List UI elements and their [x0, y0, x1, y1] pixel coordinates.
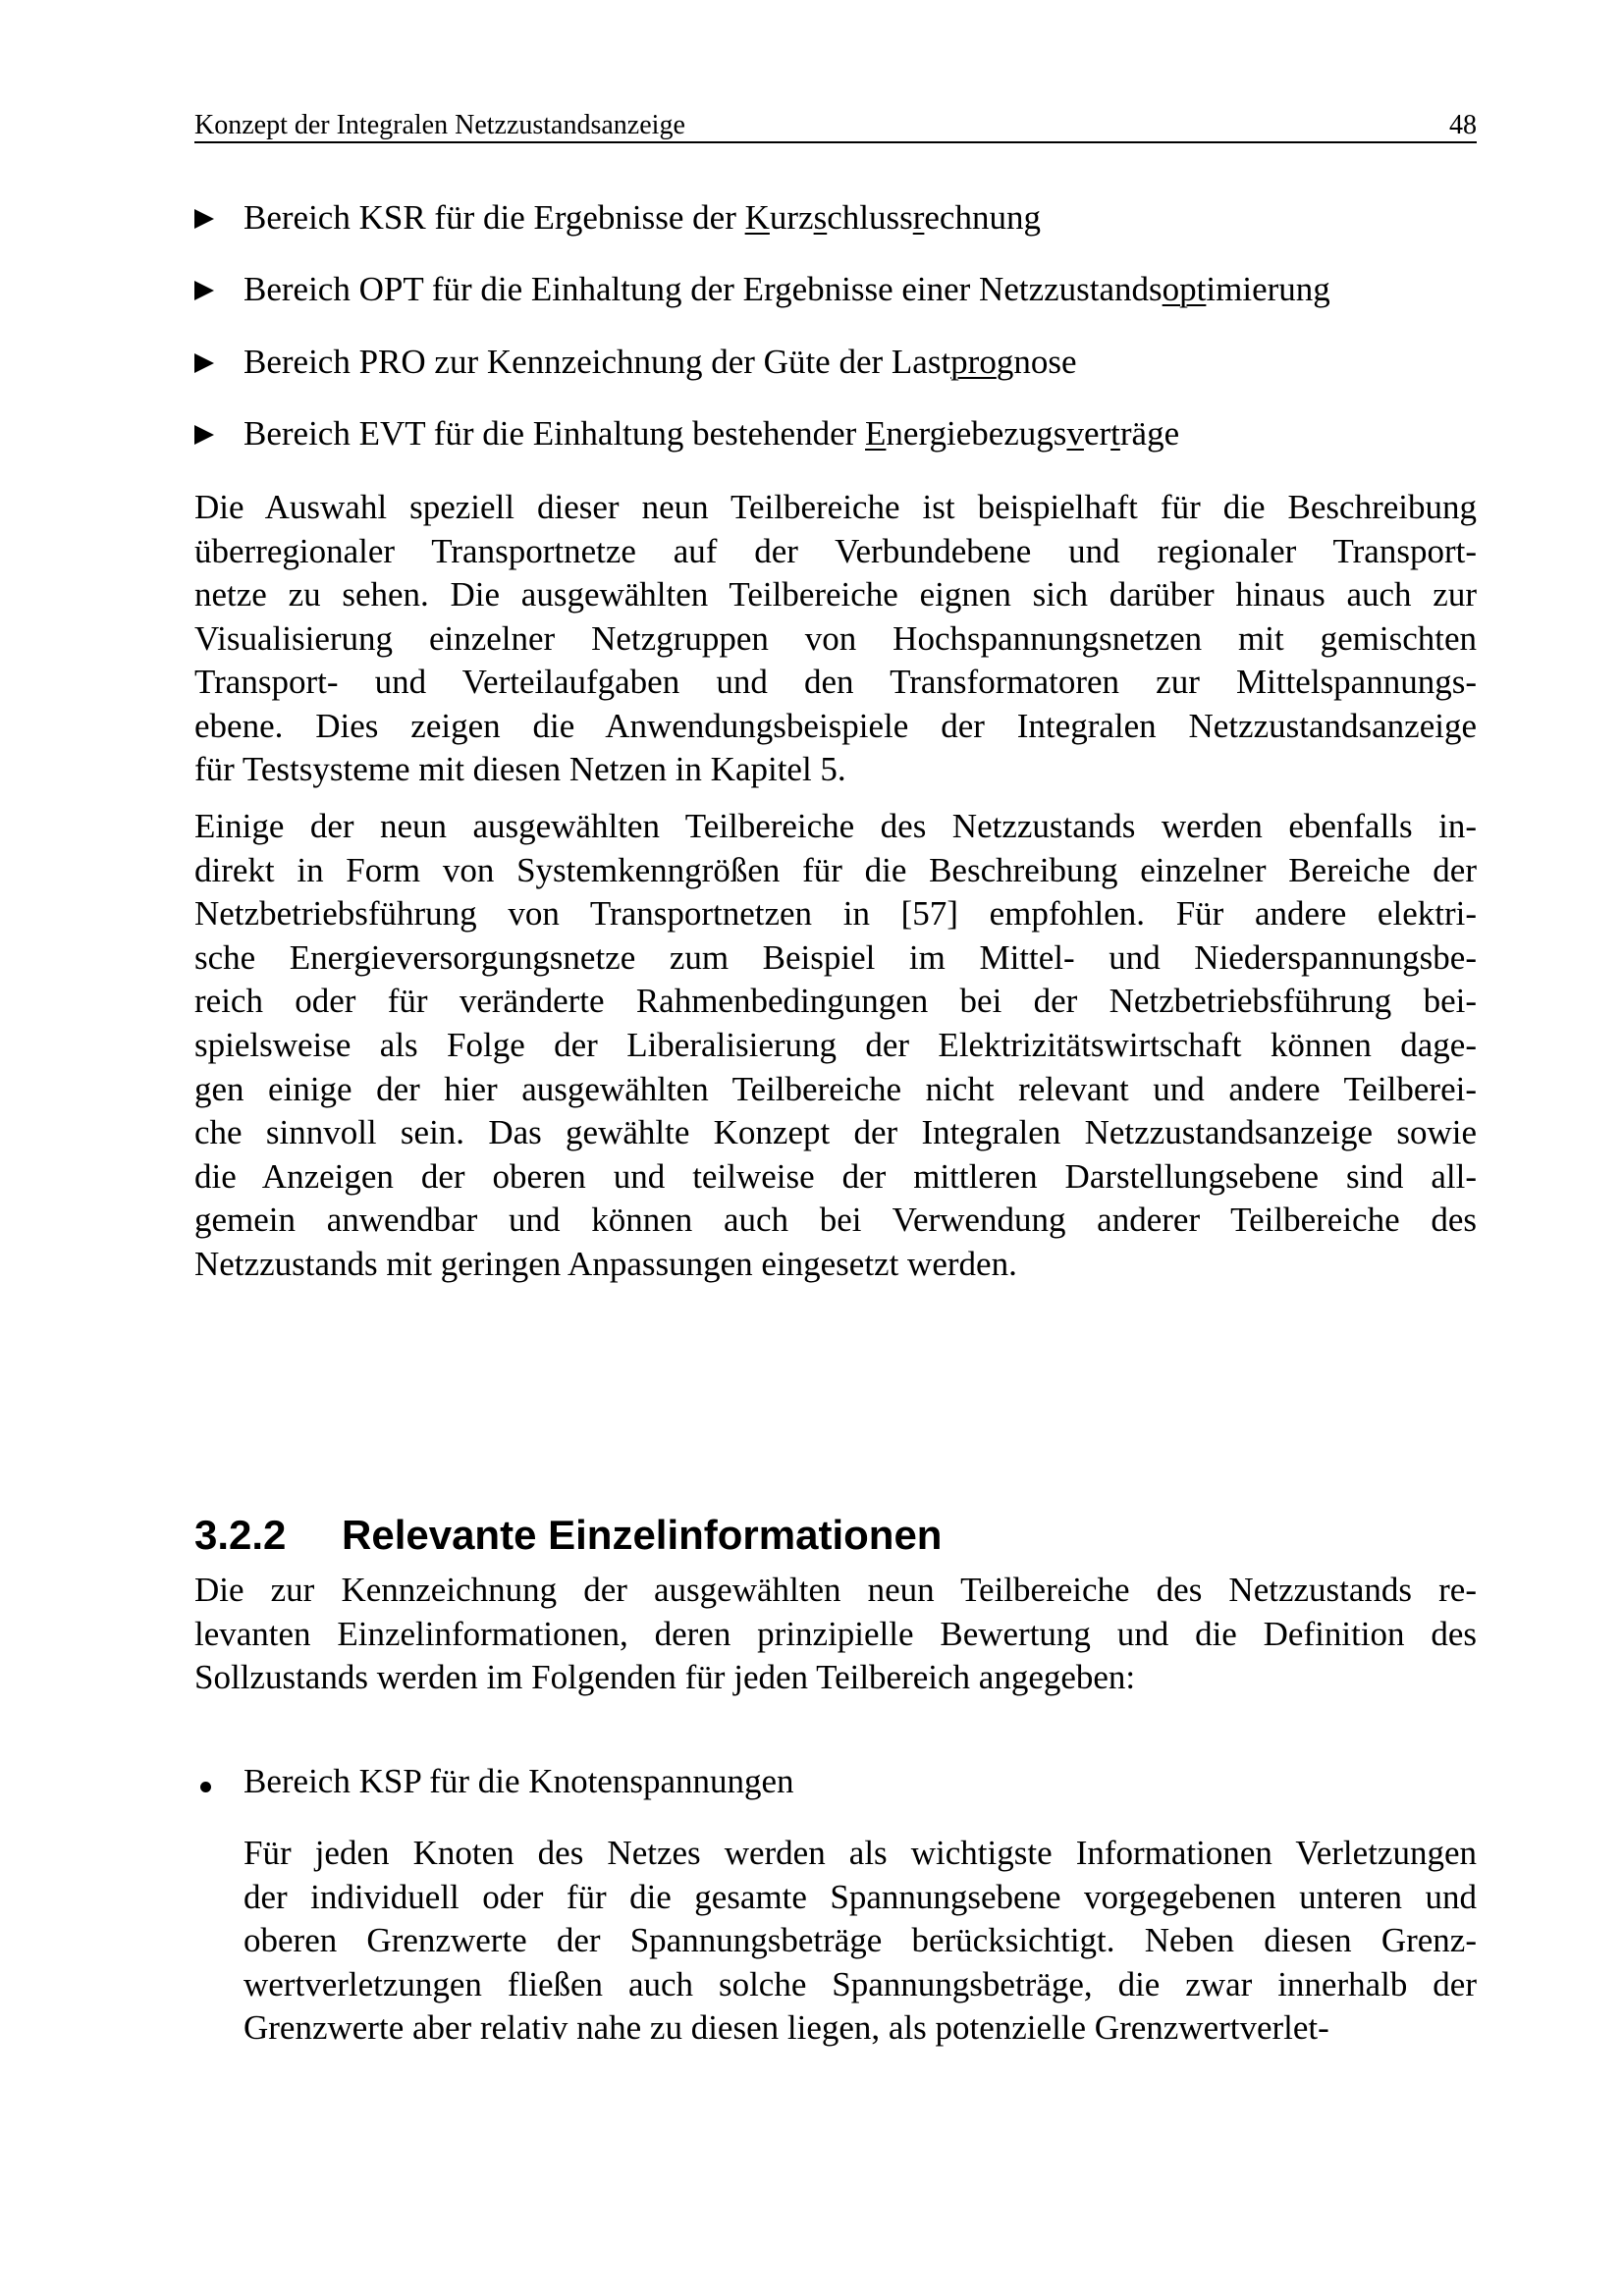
section-heading: [194, 1512, 942, 1559]
text-line: spielsweise als Folge der Liberalisierung der Elektrizitätswirtschaft können dage-: [194, 1026, 1477, 1064]
text-line: Einige der neun ausgewählten Teilbereiche des Netzzustands werden ebenfalls in-: [194, 807, 1477, 845]
text-run: er: [1083, 414, 1111, 453]
text-line: der individuell oder für die gesamte Spannungsebene vorgegebenen unteren und: [243, 1877, 1477, 1916]
underlined-letters: pro: [950, 343, 997, 381]
text-line: für Testsysteme mit diesen Netzen in Kapitel 5.: [194, 750, 846, 788]
bullet-text: [243, 198, 1041, 238]
text-line: Netzbetriebsführung von Transportnetzen in [57] empfohlen. Für andere elektri-: [194, 894, 1477, 934]
text-line: ebene. Dies zeigen die Anwendungsbeispiele der Integralen Netzzustandsanzeige: [194, 706, 1477, 745]
section-number: 3.2.2: [194, 1512, 287, 1558]
text-run: Bereich OPT für die Einhaltung der Ergebnisse einer Netzzustands: [243, 270, 1163, 308]
underlined-letters: E: [865, 414, 887, 453]
underlined-letters: K: [744, 198, 770, 237]
bullet-text: [243, 270, 1330, 309]
text-line: Die zur Kennzeichnung der ausgewählten neun Teilbereiche des Netzzustands re-: [194, 1571, 1477, 1609]
header-title: Konzept der Integralen Netzzustandsanzeige: [194, 110, 685, 140]
text-line: direkt in Form von Systemkenngrößen für die Beschreibung einzelner Bereiche der: [194, 850, 1477, 889]
bullet-text: [243, 343, 1076, 382]
arrow-bullet-icon: [194, 425, 214, 445]
text-run: Bereich EVT für die Einhaltung bestehender: [243, 414, 866, 453]
underlined-letters: v: [1066, 414, 1084, 453]
text-run: räge: [1119, 414, 1180, 453]
text-run: urz: [769, 198, 814, 237]
text-line: Transport- und Verteilaufgaben und den Transformatoren zur Mittelspannungs-: [194, 663, 1477, 701]
bullet-text: Bereich KSP für die Knotenspannungen: [243, 1762, 794, 1800]
bullet-dot-icon: [200, 1782, 211, 1792]
underlined-letters: s: [813, 198, 828, 237]
text-run: Bereich PRO zur Kennzeichnung der Güte der Last: [243, 343, 951, 381]
text-line: gemein anwendbar und können auch bei Verwendung anderer Teilbereiche des: [194, 1201, 1477, 1240]
text-line: netze zu sehen. Die ausgewählten Teilbereiche eignen sich darüber hinaus auch zur: [194, 575, 1477, 614]
arrow-bullet-icon: [194, 209, 214, 229]
text-line: oberen Grenzwerte der Spannungsbeträge berücksichtigt. Neben diesen Grenz-: [243, 1921, 1477, 1960]
text-line: Grenzwerte aber relativ nahe zu diesen liegen, als potenzielle Grenzwertverlet-: [243, 2008, 1329, 2048]
text-line: che sinnvoll sein. Das gewählte Konzept der Integralen Netzzustandsanzeige sowie: [194, 1113, 1477, 1152]
page-number: 48: [1449, 110, 1477, 140]
text-line: Netzzustands mit geringen Anpassungen eingesetzt werden.: [194, 1245, 1017, 1283]
text-line: Sollzustands werden im Folgenden für jeden Teilbereich angegeben:: [194, 1658, 1136, 1696]
text-line: gen einige der hier ausgewählten Teilbereiche nicht relevant und andere Teilberei-: [194, 1069, 1477, 1108]
arrow-bullet-icon: [194, 353, 214, 373]
text-line: Visualisierung einzelner Netzgruppen von Hochspannungsnetzen mit gemischten: [194, 618, 1477, 658]
text-run: Bereich KSR für die Ergebnisse der: [243, 198, 745, 237]
underlined-letters: r: [912, 198, 925, 237]
bullet-text: [243, 414, 1179, 454]
text-line: sche Energieversorgungsnetze zum Beispiel im Mittel- und Niederspannungsbe-: [194, 937, 1477, 977]
arrow-bullet-icon: [194, 281, 214, 300]
text-run: nergiebezugs: [886, 414, 1067, 453]
underlined-letters: t: [1110, 414, 1120, 453]
text-run: chluss: [827, 198, 913, 237]
text-line: levanten Einzelinformationen, deren prinzipielle Bewertung und die Definition des: [194, 1614, 1477, 1653]
text-line: reich oder für veränderte Rahmenbedingungen bei der Netzbetriebsführung bei-: [194, 982, 1477, 1021]
text-run: gnose: [996, 343, 1077, 381]
text-run: imierung: [1206, 270, 1330, 308]
underlined-letters: opt: [1162, 270, 1207, 308]
section-title: Relevante Einzelinformationen: [342, 1512, 943, 1558]
running-header: [194, 110, 1477, 143]
text-line: die Anzeigen der oberen und teilweise der mittleren Darstellungsebene sind all-: [194, 1156, 1477, 1196]
text-line: wertverletzungen fließen auch solche Spannungsbeträge, die zwar innerhalb der: [243, 1964, 1477, 2003]
text-line: Für jeden Knoten des Netzes werden als wichtigste Informationen Verletzungen: [243, 1834, 1477, 1872]
text-run: echnung: [924, 198, 1041, 237]
text-line: Die Auswahl speziell dieser neun Teilbereiche ist beispielhaft für die Beschreibung: [194, 488, 1477, 526]
text-line: überregionaler Transportnetze auf der Verbundebene und regionaler Transport-: [194, 531, 1477, 570]
